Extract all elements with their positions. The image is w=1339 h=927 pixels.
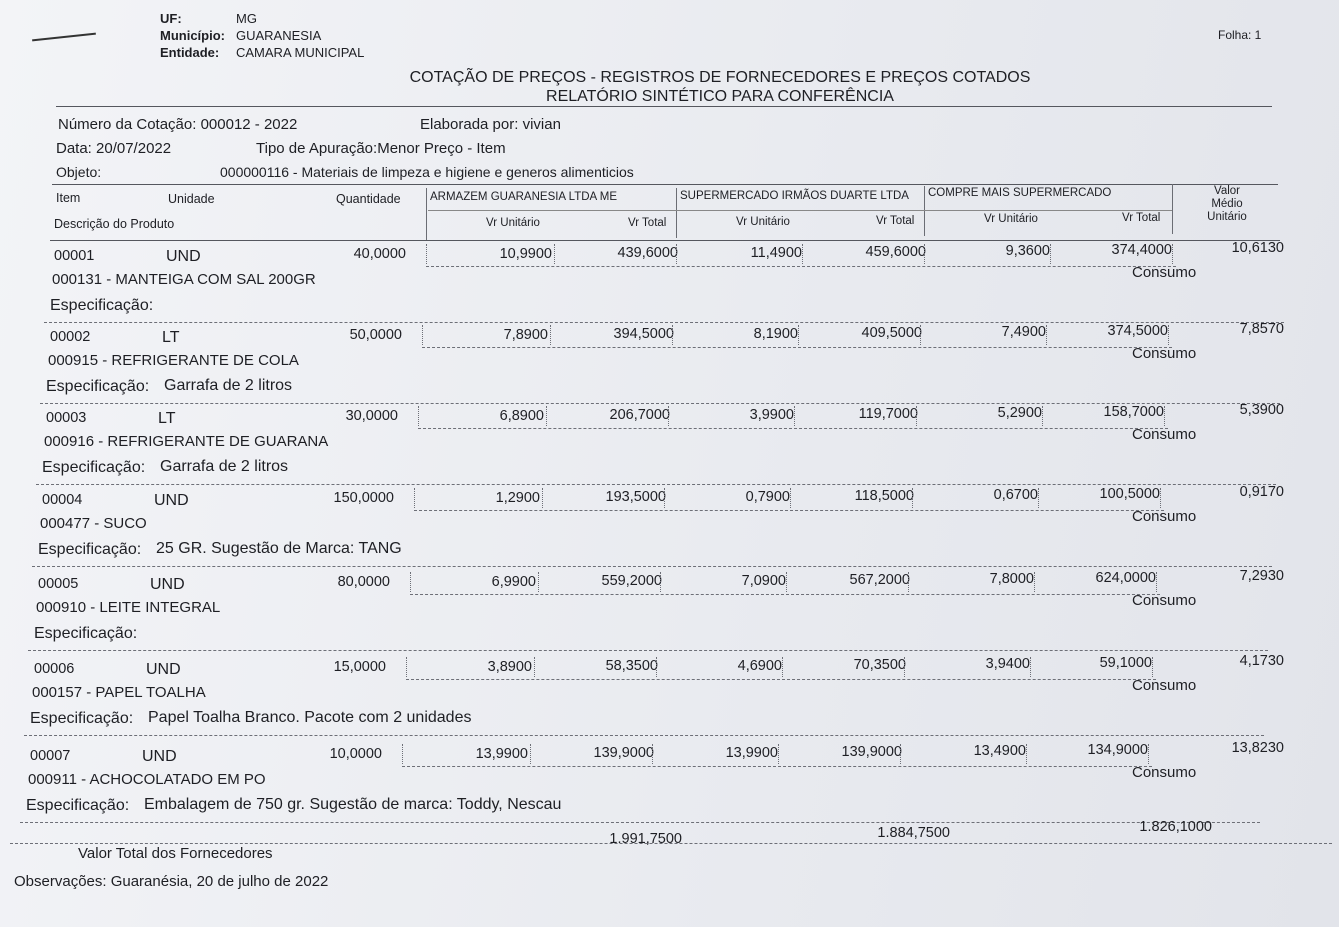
item-s3-unitario: 9,3600 [1005, 243, 1050, 259]
title-rule [56, 106, 1272, 107]
col-supplier-3: COMPRE MAIS SUPERMERCADO [928, 187, 1112, 199]
item-s1-unitario: 3,8900 [487, 659, 532, 675]
item-s3-unitario: 5,2900 [997, 405, 1042, 421]
tipo-apuracao: Tipo de Apuração:Menor Preço - Item [256, 140, 506, 157]
entidade-label: Entidade: [160, 45, 220, 60]
item-s2-unitario: 8,1900 [753, 326, 798, 342]
header-bottom-rule [50, 240, 1280, 241]
data-cotacao: Data: 20/07/2022 [56, 140, 172, 157]
col-s3-vr-total: Vr Total [1122, 212, 1161, 224]
item-valor-medio: 13,8230 [1231, 740, 1284, 756]
page-number: Folha: 1 [1218, 28, 1262, 42]
item-spec: Papel Toalha Branco. Pacote com 2 unidades [148, 709, 472, 726]
col-valor-medio: Valor Médio Unitário [1207, 185, 1247, 223]
item-s3-total: 624,0000 [1095, 570, 1156, 586]
item-descricao: 000157 - PAPEL TOALHA [32, 684, 206, 701]
item-s2-total: 139,9000 [841, 744, 902, 760]
item-spec: Embalagem de 750 gr. Sugestão de marca: Toddy, Nescau [144, 796, 562, 813]
entidade-value: CAMARA MUNICIPAL [236, 45, 365, 60]
col-s2-vr-unitario: Vr Unitário [736, 216, 790, 228]
item-s3-unitario: 3,9400 [985, 656, 1030, 672]
item-consumo: Consumo [1132, 264, 1197, 281]
item-s2-total: 70,3500 [853, 657, 906, 673]
item-quantidade: 40,0000 [353, 246, 406, 262]
header-meta [160, 10, 364, 61]
municipio-label: Município: [160, 28, 225, 43]
item-code: 00004 [42, 492, 83, 508]
item-descricao: 000477 - SUCO [40, 515, 147, 532]
item-s3-total: 59,1000 [1099, 655, 1152, 671]
row-dashed-line [410, 594, 1160, 595]
item-s3-total: 158,7000 [1103, 404, 1164, 420]
item-unidade: UND [150, 576, 185, 593]
item-spec-label: Especificação: [46, 378, 150, 395]
uf-label: UF: [160, 11, 182, 26]
item-s3-total: 100,5000 [1099, 486, 1160, 502]
item-consumo: Consumo [1132, 345, 1197, 362]
item-quantidade: 10,0000 [329, 746, 382, 762]
col-s1-vr-unitario: Vr Unitário [486, 217, 540, 229]
item-s2-unitario: 13,9900 [725, 745, 778, 761]
item-quantidade: 30,0000 [345, 408, 398, 424]
item-quantidade: 80,0000 [337, 574, 390, 590]
item-descricao: 000131 - MANTEIGA COM SAL 200GR [52, 271, 316, 288]
item-code: 00001 [54, 248, 95, 264]
item-spec-label: Especificação: [30, 710, 134, 727]
item-s3-unitario: 7,4900 [1001, 324, 1046, 340]
row-dashed-line [426, 266, 1176, 267]
item-s1-total: 439,6000 [617, 245, 678, 261]
item-consumo: Consumo [1132, 508, 1197, 525]
item-separator [32, 566, 1272, 567]
item-s1-unitario: 6,8900 [499, 408, 544, 424]
col-s2-vr-total: Vr Total [876, 215, 915, 227]
total-label: Valor Total dos Fornecedores [78, 845, 273, 862]
item-code: 00002 [50, 329, 91, 345]
item-s1-unitario: 1,2900 [495, 490, 540, 506]
item-s2-total: 119,7000 [858, 406, 918, 422]
col-s3-vr-unitario: Vr Unitário [984, 213, 1038, 225]
item-spec-label: Especificação: [34, 625, 138, 642]
row-dashed-line [418, 428, 1168, 429]
item-spec-label: Especificação: [50, 297, 154, 314]
item-valor-medio: 5,3900 [1239, 402, 1284, 418]
item-spec: Garrafa de 2 litros [164, 377, 293, 394]
item-valor-medio: 0,9170 [1239, 484, 1284, 500]
item-unidade: UND [166, 248, 201, 265]
item-unidade: UND [154, 492, 189, 509]
item-spec-label: Especificação: [42, 459, 146, 476]
item-s1-unitario: 10,9900 [499, 246, 552, 262]
item-separator [20, 822, 1260, 823]
item-s2-unitario: 7,0900 [741, 573, 786, 589]
item-separator [36, 484, 1276, 485]
item-separator [28, 650, 1268, 651]
item-s1-unitario: 6,9900 [491, 574, 536, 590]
municipio-value: GUARANESIA [236, 28, 322, 43]
total-supplier-1: 1.991,7500 [609, 831, 682, 847]
item-descricao: 000910 - LEITE INTEGRAL [36, 599, 221, 616]
objeto-label: Objeto: [56, 164, 102, 180]
uf-value: MG [236, 11, 257, 26]
item-separator [24, 735, 1264, 736]
item-code: 00007 [30, 748, 71, 764]
total-supplier-3: 1.826,1000 [1139, 819, 1212, 835]
item-s1-unitario: 7,8900 [503, 327, 548, 343]
item-s3-total: 374,5000 [1107, 323, 1168, 339]
item-s3-unitario: 7,8000 [989, 571, 1034, 587]
observacoes: Observações: Guaranésia, 20 de julho de 2022 [14, 873, 329, 890]
item-code: 00005 [38, 576, 79, 592]
item-s1-total: 559,2000 [601, 573, 662, 589]
item-s1-total: 394,5000 [613, 326, 674, 342]
item-valor-medio: 10,6130 [1231, 240, 1284, 256]
col-supplier-2: SUPERMERCADO IRMÃOS DUARTE LTDA [680, 190, 909, 202]
item-consumo: Consumo [1132, 764, 1197, 781]
col-s1-vr-total: Vr Total [628, 217, 667, 229]
row-dashed-line [414, 510, 1164, 511]
item-s1-total: 58,3500 [605, 658, 658, 674]
item-s3-unitario: 13,4900 [973, 743, 1026, 759]
item-s3-total: 134,9000 [1087, 742, 1148, 758]
item-s2-unitario: 0,7900 [745, 489, 790, 505]
pen-mark [32, 33, 96, 42]
row-dashed-line [402, 766, 1152, 767]
objeto-value: 000000116 - Materiais de limpeza e higiene e generos alimenticios [220, 164, 634, 180]
item-s3-total: 374,4000 [1111, 242, 1172, 258]
total-supplier-2: 1.884,7500 [877, 825, 950, 841]
item-quantidade: 15,0000 [333, 659, 386, 675]
item-quantidade: 150,0000 [333, 490, 394, 506]
item-s1-total: 193,5000 [605, 489, 666, 505]
item-code: 00006 [34, 661, 75, 677]
item-s1-unitario: 13,9900 [475, 746, 528, 762]
item-valor-medio: 4,1730 [1239, 653, 1284, 669]
item-s2-total: 567,2000 [849, 572, 910, 588]
item-unidade: UND [142, 748, 177, 765]
item-valor-medio: 7,2930 [1239, 568, 1284, 584]
col-supplier-1: ARMAZEM GUARANESIA LTDA ME [430, 191, 618, 203]
header-top-rule [52, 184, 1278, 185]
item-code: 00003 [46, 410, 87, 426]
item-consumo: Consumo [1132, 426, 1197, 443]
item-unidade: UND [146, 661, 181, 678]
item-s2-unitario: 11,4900 [750, 245, 802, 261]
item-spec: 25 GR. Sugestão de Marca: TANG [156, 540, 402, 557]
item-consumo: Consumo [1132, 592, 1197, 609]
report-title-line-1: COTAÇÃO DE PREÇOS - REGISTROS DE FORNECEDORES E PREÇOS COTADOS [409, 69, 1031, 86]
item-spec-label: Especificação: [38, 541, 142, 558]
item-s2-total: 409,5000 [861, 325, 922, 341]
item-spec-label: Especificação: [26, 797, 130, 814]
col-quantidade: Quantidade [336, 192, 401, 206]
col-descricao: Descrição do Produto [54, 217, 175, 231]
col-unidade: Unidade [168, 192, 215, 206]
report-title-line-2: RELATÓRIO SINTÉTICO PARA CONFERÊNCIA [546, 88, 894, 105]
row-dashed-line [422, 347, 1172, 348]
item-descricao: 000916 - REFRIGERANTE DE GUARANA [44, 433, 329, 450]
item-consumo: Consumo [1132, 677, 1197, 694]
item-unidade: LT [162, 329, 180, 346]
item-s2-total: 118,5000 [854, 488, 914, 504]
report-title [360, 68, 1080, 106]
item-descricao: 000915 - REFRIGERANTE DE COLA [48, 352, 299, 369]
elaborada-por: Elaborada por: vivian [420, 116, 561, 133]
item-s1-total: 139,9000 [593, 745, 654, 761]
item-s2-unitario: 4,6900 [737, 658, 782, 674]
item-s1-total: 206,7000 [609, 407, 670, 423]
item-quantidade: 50,0000 [349, 327, 402, 343]
item-valor-medio: 7,8570 [1239, 321, 1284, 337]
col-item: Item [56, 191, 81, 205]
row-dashed-line [406, 679, 1156, 680]
item-s2-unitario: 3,9900 [749, 407, 794, 423]
item-descricao: 000911 - ACHOCOLATADO EM PO [28, 771, 266, 788]
item-s2-total: 459,6000 [865, 244, 926, 260]
item-spec: Garrafa de 2 litros [160, 458, 289, 475]
item-unidade: LT [158, 410, 176, 427]
numero-cotacao: Número da Cotação: 000012 - 2022 [58, 116, 298, 133]
item-s3-unitario: 0,6700 [993, 487, 1038, 503]
